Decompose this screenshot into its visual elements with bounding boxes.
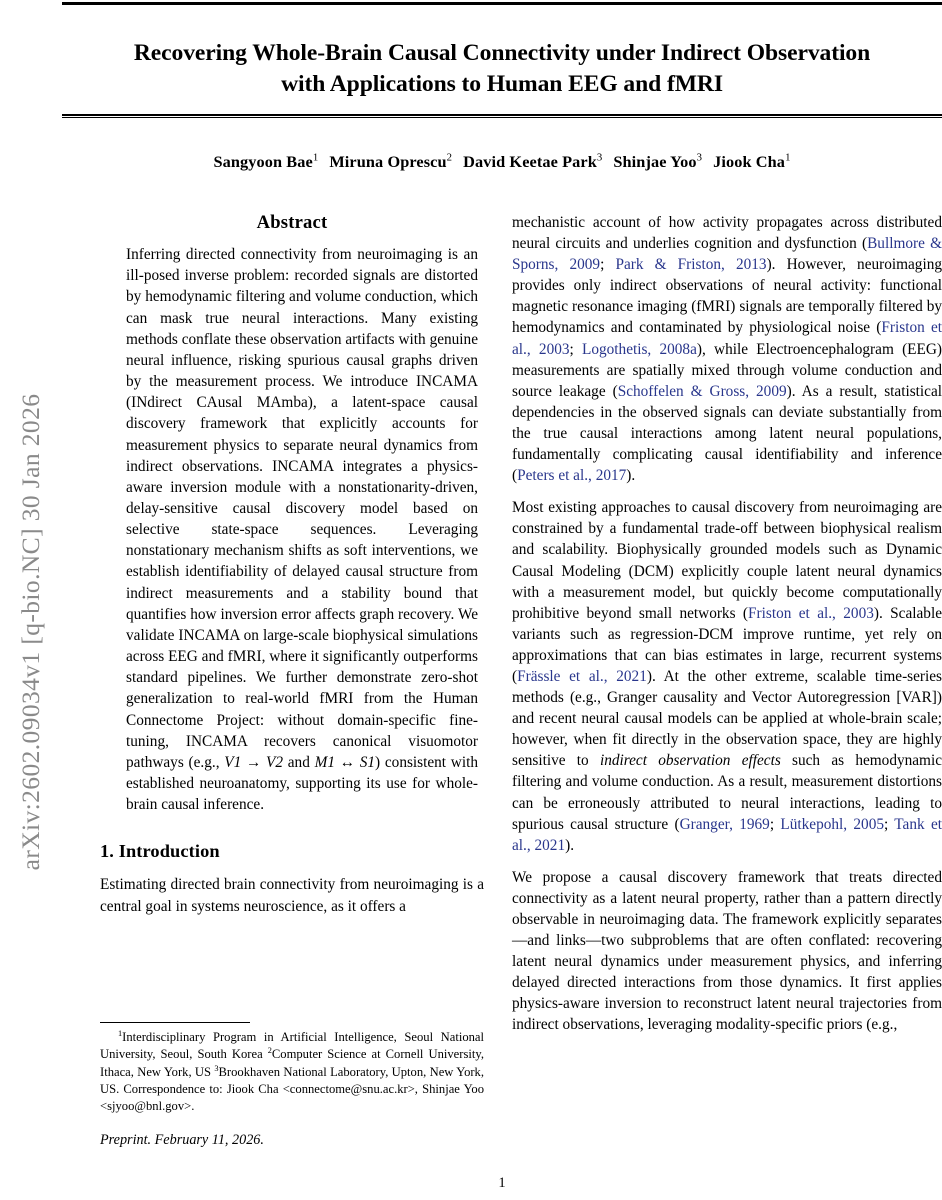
emphasis-indirect-observation-effects: indirect observation effects — [599, 752, 781, 770]
rc-p1-seg-e: ), while Electroencephalogram (EEG) measurements are spatially mixed through volume conduction and source leakage ( — [512, 340, 942, 400]
citation-bullmore-sporns-2009[interactable]: Bullmore & Sporns, 2009 — [512, 235, 942, 274]
rc-p2-seg-f: ; — [884, 815, 895, 833]
right-paragraph-3: We propose a causal discovery framework that treats directed connectivity as a latent neural property, rather than a pattern directly observable in neuroimaging data. The framework explicitly separates—and links—two subproblems that are often conflated: recovering latent neural dynamics under measurement physics, and inferring delayed directed interactions from those dynamics. It first applies physics-aware inversion to reconstruct latent neural trajectories from indirect observations, leveraging modality-specific priors (e.g., — [512, 868, 942, 1034]
page-title — [62, 38, 942, 100]
citation-frassle-2021[interactable]: Frässle et al., 2021 — [517, 667, 647, 685]
abstract-math-m1s1: M1 ↔ S1 — [314, 753, 376, 771]
citation-peters-2017[interactable]: Peters et al., 2017 — [517, 467, 627, 485]
author-affil-marker: 1 — [312, 151, 319, 164]
citation-park-friston-2013[interactable]: Park & Friston, 2013 — [615, 256, 767, 274]
abstract-heading: Abstract — [256, 212, 328, 233]
title-line-2: with Applications to Human EEG and fMRI — [281, 70, 723, 97]
citation-schoffelen-gross-2009[interactable]: Schoffelen & Gross, 2009 — [617, 382, 787, 400]
footnote-separator-rule — [100, 1022, 250, 1023]
abstract-text-part-2: ) consistent with established neuroanatomy, supporting its use for whole-brain causal inference. — [126, 753, 478, 814]
author-name: Miruna Oprescu — [329, 152, 447, 171]
rc-p2-seg-a: Most existing approaches to causal discovery from neuroimaging are constrained by a fundamental trade-off between biophysical realism and scalability. Biophysically grounded models such as Dynamic Causal Modeling (DCM) explicitly couple latent neural dynamics with a measurement model, but quickly become computationally prohibitive beyond small networks ( — [512, 499, 942, 622]
abstract-body — [126, 244, 478, 815]
rc-p1-seg-f: ). As a result, statistical dependencies in the observed signals can deviate substantially from the true causal interactions among latent neural populations, fundamentally complicating causal identifiability and inference ( — [512, 382, 942, 485]
intro-paragraph-1: Estimating directed brain connectivity from neuroimaging is a central goal in systems neuroscience, as it offers a — [100, 876, 484, 915]
author-entry — [613, 152, 702, 171]
citation-lutkepohl-2005[interactable]: Lütkepohl, 2005 — [780, 815, 884, 833]
footnote-area — [100, 1022, 484, 1149]
rc-p2-seg-d: such as hemodynamic filtering and volume conduction. As a result, measurement distortions can be erroneously attributed to neural interactions, leading to spurious causal structure ( — [512, 752, 942, 833]
author-name: Jiook Cha — [713, 152, 786, 171]
footnote-seg-c: Brookhaven National Laboratory, Upton, New York, US. Correspondence to: Jiook Cha <connectome@snu.ac.kr>, Shinjae Yoo <sjyoo@bnl.gov>. — [100, 1064, 485, 1114]
footnote-marker-2: 2 — [267, 1046, 272, 1056]
section-heading-introduction: 1. Introduction — [100, 841, 220, 862]
rc-p1-seg-d: ; — [569, 340, 582, 358]
rc-p2-seg-g: ). — [565, 836, 575, 854]
right-column — [512, 212, 942, 1036]
rc-p1-seg-g: ). — [626, 467, 636, 485]
title-line-1: Recovering Whole-Brain Causal Connectivity under Indirect Observation — [133, 39, 871, 66]
author-entry — [329, 152, 452, 171]
citation-friston-2003-b[interactable]: Friston et al., 2003 — [748, 604, 874, 622]
author-affil-marker: 3 — [596, 151, 603, 164]
citation-logothetis-2008a[interactable]: Logothetis, 2008a — [582, 340, 697, 358]
rc-p2-seg-b: ). Scalable variants such as regression-DCM improve runtime, yet rely on approximations that can bias estimates in large, recurrent systems ( — [512, 604, 942, 685]
author-entry — [713, 152, 790, 171]
author-list — [62, 152, 942, 172]
author-affil-marker: 3 — [696, 151, 703, 164]
left-column — [100, 212, 484, 917]
arxiv-stamp: arXiv:2602.09034v1 [q-bio.NC] 30 Jan 2026 — [16, 393, 45, 871]
author-affil-marker: 1 — [785, 151, 791, 164]
rc-p2-seg-e: ; — [769, 815, 781, 833]
abstract-text-part-1: Inferring directed connectivity from neuroimaging is an ill-posed inverse problem: recorded signals are distorted by hemodynamic filtering and volume conduction, which can mask true neural interactions. Many existing methods conflate these observation artifacts with genuine neural influence, risking spurious causal graphs driven by the measurement process. We introduce INCAMA (INdirect CAusal MAmba), a latent-space causal discovery framework that explicitly accounts for measurement physics to separate neural dynamics from indirect observations. INCAMA integrates a physics-aware inversion module with a nonstationarity-driven, delay-sensitive causal discovery model based on selective state-space sequences. Leveraging nonstationary mechanism shifts as soft interventions, we establish identifiability of delayed causal structure from indirect measurements and a stability bound that quantifies how inversion error affects graph recovery. We validate INCAMA on large-scale biophysical simulations across EEG and fMRI, where it significantly outperforms standard pipelines. We further demonstrate zero-shot generalization to real-world fMRI from the Human Connectome Project: without domain-specific fine-tuning, INCAMA recovers canonical visuomotor pathways (e.g., — [126, 246, 478, 771]
footnote-marker-3: 3 — [214, 1063, 219, 1073]
header-rule-double — [62, 114, 942, 118]
author-name: David Keetae Park — [463, 152, 597, 171]
header-rule-top — [62, 2, 942, 5]
footnote-marker-1: 1 — [118, 1028, 123, 1038]
abstract-math-v1v2: V1 → V2 — [224, 753, 284, 771]
footnote-seg-b: Computer Science at Cornell University, Ithaca, New York, US — [100, 1047, 484, 1079]
right-paragraph-1 — [512, 212, 942, 486]
paper-content-frame — [62, 0, 942, 1200]
page-number: 1 — [498, 1175, 506, 1191]
author-entry — [213, 152, 318, 171]
footnote-seg-a: Interdisciplinary Program in Artificial Intelligence, Seoul National University, Seoul, South Korea — [100, 1030, 484, 1062]
right-paragraph-2 — [512, 497, 942, 856]
citation-tank-2021[interactable]: Tank et al., 2021 — [512, 815, 942, 854]
author-name: Sangyoon Bae — [213, 152, 313, 171]
citation-friston-2003-a[interactable]: Friston et al., 2003 — [512, 319, 942, 358]
affiliation-footnote — [100, 1029, 484, 1115]
preprint-notice: Preprint. February 11, 2026. — [100, 1132, 264, 1149]
rc-p1-seg-a: mechanistic account of how activity propagates across distributed neural circuits and underlies cognition and dysfunction ( — [512, 214, 942, 253]
author-name: Shinjae Yoo — [613, 152, 697, 171]
author-entry — [463, 152, 602, 171]
rc-p1-seg-b: ; — [600, 256, 616, 274]
rc-p2-seg-c: ). At the other extreme, scalable time-series methods (e.g., Granger causality and Vector Autoregression [VAR]) and recent neural causal models can be applied at whole-brain scale; however, when fit directly in the observation space, they are highly sensitive to — [512, 667, 942, 770]
rc-p1-seg-c: ). However, neuroimaging provides only indirect observations of neural activity: functional magnetic resonance imaging (fMRI) signals are temporally filtered by hemodynamics and contaminated by physiological noise ( — [512, 256, 942, 337]
abstract-paragraph — [126, 244, 478, 815]
abstract-text-mid: and — [283, 753, 315, 771]
citation-granger-1969[interactable]: Granger, 1969 — [679, 815, 770, 833]
author-affil-marker: 2 — [446, 151, 453, 164]
